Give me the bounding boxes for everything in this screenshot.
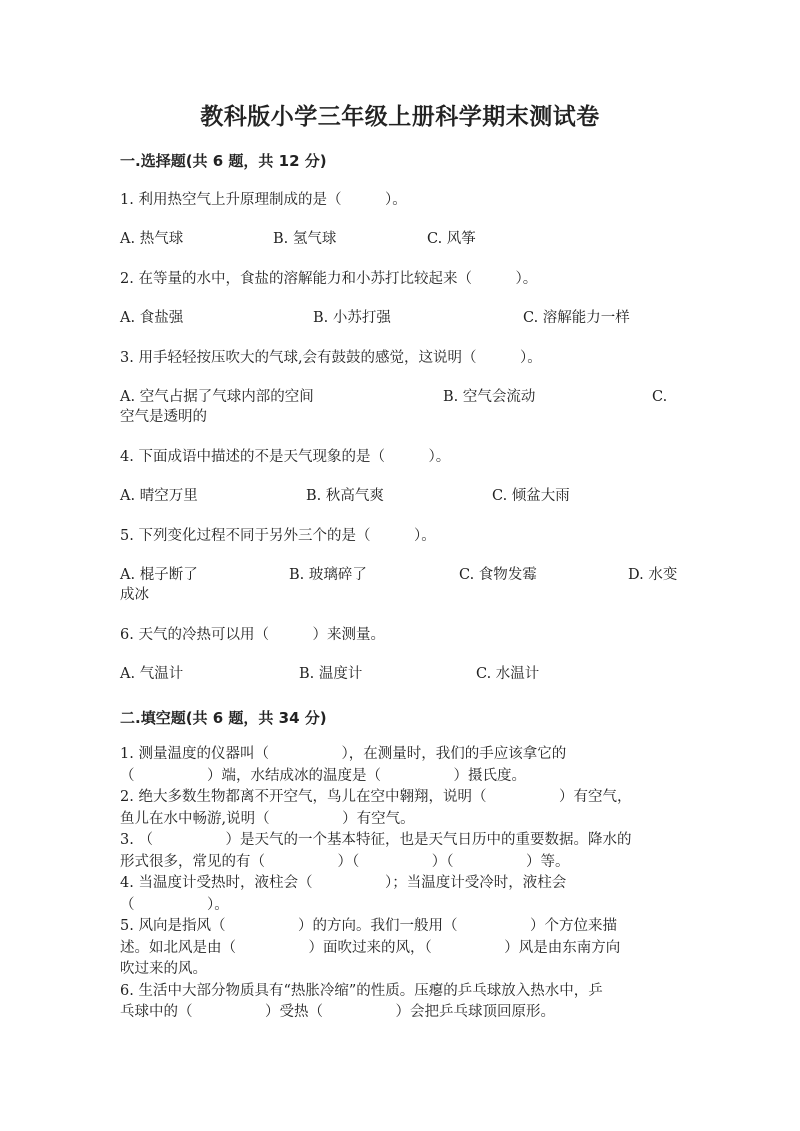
option-a: A. 热气球 xyxy=(120,231,184,247)
fill-line: 吹过来的风。 xyxy=(120,961,207,977)
fill-line: 形式很多，常见的有（ ）（ ）（ ）等。 xyxy=(120,853,570,870)
option-c: C. 食物发霉 xyxy=(459,567,537,583)
fill-line: 6. 生活中大部分物质具有“热胀冷缩”的性质。压瘪的乒乓球放入热水中，乒 xyxy=(120,982,603,999)
fill-line: 5. 风向是指风（ ）的方向。我们一般用（ ）个方位来描 xyxy=(120,918,617,934)
fill-line: 1. 测量温度的仪器叫（ ），在测量时，我们的手应该拿它的 xyxy=(120,746,567,762)
option-d-continued: 成冰 xyxy=(120,587,149,603)
page-title: 教科版小学三年级上册科学期末测试卷 xyxy=(200,104,600,130)
fill-line: 乓球中的（ ）受热（ ）会把乒乓球顶回原形。 xyxy=(120,1004,555,1020)
option-a: A. 晴空万里 xyxy=(120,488,198,504)
fill-line: 2. 绝大多数生物都离不开空气，鸟儿在空中翱翔，说明（ ）有空气， xyxy=(120,789,632,805)
option-b: B. 玻璃碎了 xyxy=(289,567,367,583)
question-4: 4. 下面成语中描述的不是天气现象的是（ ）。 xyxy=(120,449,451,465)
option-a: A. 食盐强 xyxy=(120,310,184,326)
option-b: B. 空气会流动 xyxy=(443,389,536,405)
fill-line: 鱼儿在水中畅游,说明（ ）有空气。 xyxy=(120,810,415,827)
section-heading-fill: 二.填空题(共 6 题，共 34 分) xyxy=(120,709,327,727)
option-b: B. 氢气球 xyxy=(273,231,337,247)
question-3: 3. 用手轻轻按压吹大的气球,会有鼓鼓的感觉，这说明（ ）。 xyxy=(120,350,542,366)
option-b: B. 小苏打强 xyxy=(313,310,391,326)
question-1: 1. 利用热空气上升原理制成的是（ ）。 xyxy=(120,192,407,208)
option-a: A. 棍子断了 xyxy=(120,567,198,583)
option-c: C. xyxy=(652,389,668,405)
fill-line: 述。如北风是由（ ）面吹过来的风，（ ）风是由东南方向 xyxy=(120,939,621,956)
question-2: 2. 在等量的水中，食盐的溶解能力和小苏打比较起来（ ）。 xyxy=(120,271,538,287)
option-c: C. 风筝 xyxy=(427,231,476,247)
option-b: B. 温度计 xyxy=(299,666,363,682)
option-c: C. 倾盆大雨 xyxy=(492,488,570,504)
fill-line: （ ）。 xyxy=(120,896,229,913)
section-heading-choice: 一.选择题(共 6 题，共 12 分) xyxy=(120,152,327,170)
option-c: C. 水温计 xyxy=(476,666,540,682)
option-a: A. 气温计 xyxy=(120,666,184,682)
option-a: A. 空气占据了气球内部的空间 xyxy=(120,389,314,405)
option-d: D. 水变 xyxy=(628,567,678,583)
question-6: 6. 天气的冷热可以用（ ）来测量。 xyxy=(120,627,385,643)
fill-line: 4. 当温度计受热时，液柱会（ ）；当温度计受冷时，液柱会 xyxy=(120,875,567,891)
option-c: C. 溶解能力一样 xyxy=(523,310,630,326)
fill-line: （ ）端，水结成冰的温度是（ ）摄氏度。 xyxy=(120,767,526,784)
fill-line: 3. （ ）是天气的一个基本特征，也是天气日历中的重要数据。降水的 xyxy=(120,832,632,848)
option-b: B. 秋高气爽 xyxy=(306,488,384,504)
question-5: 5. 下列变化过程不同于另外三个的是（ ）。 xyxy=(120,528,436,544)
option-c-continued: 空气是透明的 xyxy=(120,409,207,425)
